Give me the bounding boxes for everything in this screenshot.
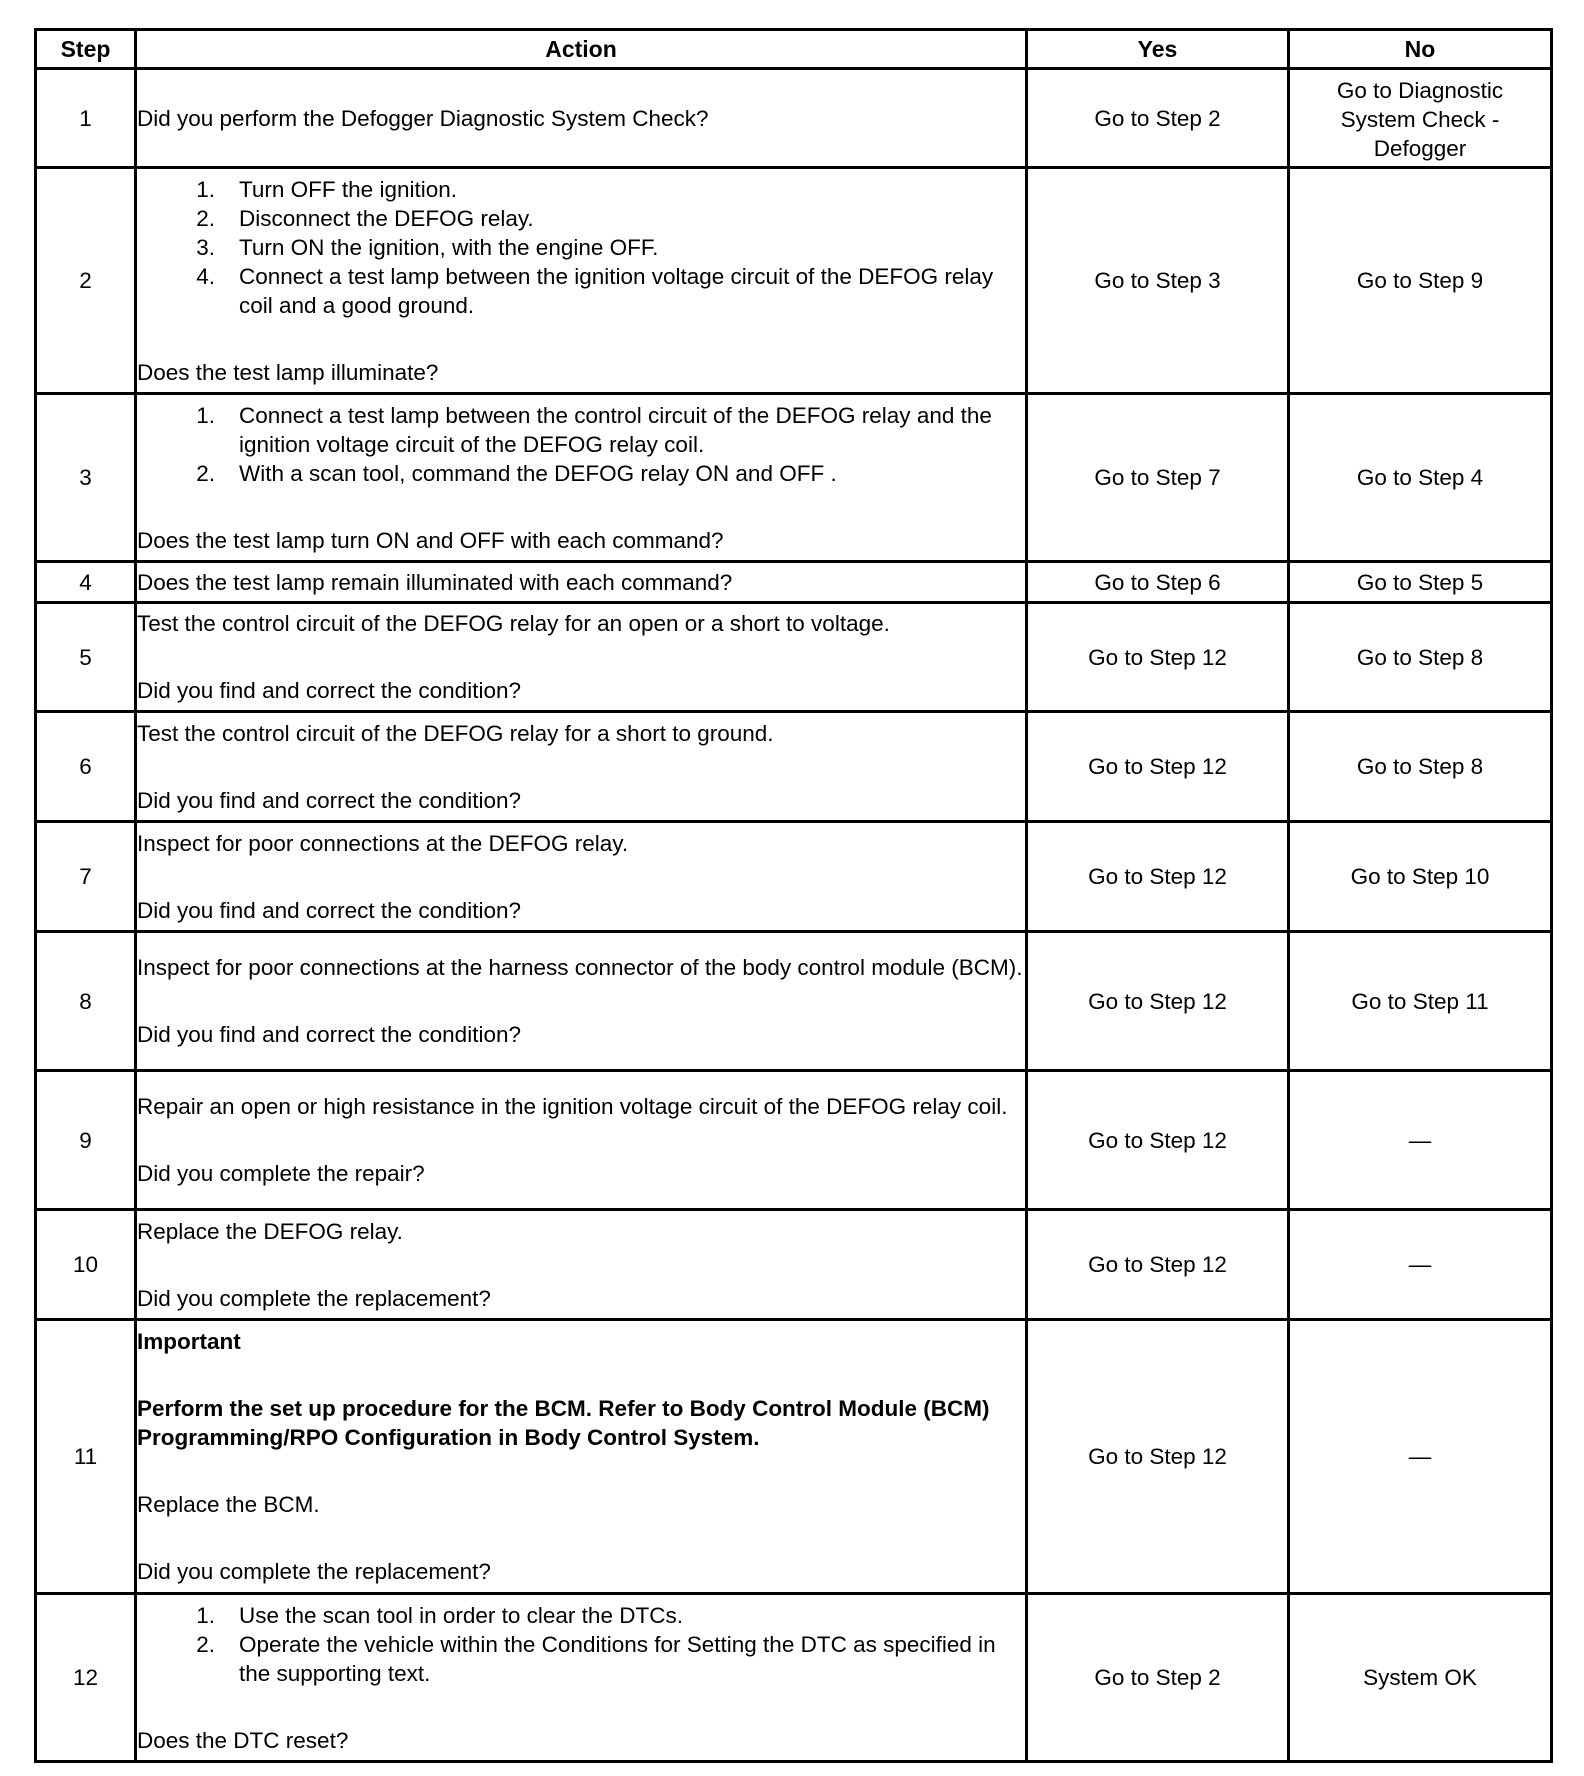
step-number: 6 — [36, 712, 136, 822]
no-result: Go to Step 8 — [1289, 712, 1552, 822]
instruction-text: Replace the BCM. — [137, 1492, 320, 1517]
action-cell — [136, 932, 1027, 1071]
yes-result: Go to Step 12 — [1027, 712, 1289, 822]
step-number: 7 — [36, 822, 136, 932]
list-item: 3. Turn ON the ignition, with the engine OFF. — [196, 234, 659, 260]
yes-result: Go to Step 12 — [1027, 932, 1289, 1071]
no-result: Go to Step 8 — [1289, 603, 1552, 712]
step-number: 1 — [36, 69, 136, 168]
list-item: 4. Connect a test lamp between the ignition voltage circuit of the DEFOG relay coil and a good ground. — [196, 263, 994, 318]
yes-result: Go to Step 12 — [1027, 1071, 1289, 1210]
instruction-text: Replace the DEFOG relay. — [137, 1218, 403, 1244]
table-row — [36, 822, 1552, 932]
question-text: Did you complete the replacement? — [137, 1559, 491, 1584]
action-cell — [136, 562, 1027, 603]
instruction-text: Inspect for poor connections at the DEFOG relay. — [137, 830, 629, 856]
step-number: 3 — [36, 394, 136, 562]
step-number: 9 — [36, 1071, 136, 1210]
action-cell — [136, 1210, 1027, 1320]
question-text: Did you find and correct the condition? — [137, 678, 521, 703]
list-item: 2. With a scan tool, command the DEFOG relay ON and OFF . — [196, 460, 837, 486]
header-row — [36, 30, 1552, 69]
table-row — [36, 932, 1552, 1071]
table-row — [36, 712, 1552, 822]
yes-result: Go to Step 6 — [1027, 562, 1289, 603]
action-cell — [136, 168, 1027, 394]
action-cell — [136, 712, 1027, 822]
table-row — [36, 69, 1552, 168]
step-number: 4 — [36, 562, 136, 603]
question-text: Does the test lamp turn ON and OFF with each command? — [137, 527, 724, 553]
step-number: 10 — [36, 1210, 136, 1320]
action-cell — [136, 1594, 1027, 1762]
no-result: Go to Step 9 — [1289, 168, 1552, 394]
header-no: No — [1289, 30, 1552, 69]
instruction-text: Repair an open or high resistance in the ignition voltage circuit of the DEFOG relay coil. — [137, 1094, 1008, 1119]
diagnostic-table — [34, 28, 1553, 1763]
action-cell — [136, 1320, 1027, 1594]
no-result: — — [1289, 1320, 1552, 1594]
yes-result: Go to Step 2 — [1027, 69, 1289, 168]
step-number: 2 — [36, 168, 136, 394]
no-result: System OK — [1289, 1594, 1552, 1762]
action-cell — [136, 1071, 1027, 1210]
table-row — [36, 394, 1552, 562]
procedure-list — [137, 401, 1025, 488]
important-text: Perform the set up procedure for the BCM. Refer to Body Control Module (BCM) Programming/RPO Configuration in Body Control System. — [137, 1396, 990, 1450]
yes-result: Go to Step 12 — [1027, 1320, 1289, 1594]
table-row — [36, 1071, 1552, 1210]
no-result: Go to Step 4 — [1289, 394, 1552, 562]
table-row — [36, 1320, 1552, 1594]
yes-result: Go to Step 3 — [1027, 168, 1289, 394]
list-item: 1. Use the scan tool in order to clear the DTCs. — [196, 1602, 683, 1628]
list-item: 1. Connect a test lamp between the control circuit of the DEFOG relay and the ignition voltage circuit of the DEFOG relay coil. — [196, 402, 992, 457]
instruction-text: Test the control circuit of the DEFOG relay for a short to ground. — [137, 720, 774, 746]
list-item: 2. Operate the vehicle within the Conditions for Setting the DTC as specified in the supporting text. — [196, 1631, 996, 1686]
action-cell — [136, 603, 1027, 712]
list-item: 1. Turn OFF the ignition. — [196, 176, 458, 202]
header-yes: Yes — [1027, 30, 1289, 69]
step-number: 12 — [36, 1594, 136, 1762]
no-result: Go to Diagnostic System Check - Defogger — [1289, 69, 1552, 168]
question-text: Does the test lamp remain illuminated with each command? — [137, 569, 733, 595]
question-text: Does the DTC reset? — [137, 1727, 349, 1753]
no-result: — — [1289, 1210, 1552, 1320]
yes-result: Go to Step 2 — [1027, 1594, 1289, 1762]
question-text: Did you find and correct the condition? — [137, 787, 521, 813]
question-text: Did you find and correct the condition? — [137, 1022, 521, 1047]
step-number: 8 — [36, 932, 136, 1071]
important-title: Important — [137, 1329, 241, 1354]
table-row — [36, 562, 1552, 603]
procedure-list — [137, 1601, 1025, 1688]
question-text: Does the test lamp illuminate? — [137, 359, 439, 385]
yes-result: Go to Step 12 — [1027, 1210, 1289, 1320]
question-text: Did you complete the replacement? — [137, 1285, 491, 1311]
yes-result: Go to Step 12 — [1027, 603, 1289, 712]
table-row — [36, 168, 1552, 394]
table-row — [36, 1210, 1552, 1320]
action-cell — [136, 394, 1027, 562]
table-row — [36, 603, 1552, 712]
header-step: Step — [36, 30, 136, 69]
table-row — [36, 1594, 1552, 1762]
no-result: Go to Step 11 — [1289, 932, 1552, 1071]
action-cell — [136, 69, 1027, 168]
header-action: Action — [136, 30, 1027, 69]
list-item: 2. Disconnect the DEFOG relay. — [196, 205, 534, 231]
instruction-text: Test the control circuit of the DEFOG relay for an open or a short to voltage. — [137, 611, 890, 636]
no-result: Go to Step 10 — [1289, 822, 1552, 932]
no-result: — — [1289, 1071, 1552, 1210]
step-number: 11 — [36, 1320, 136, 1594]
step-number: 5 — [36, 603, 136, 712]
no-result: Go to Step 5 — [1289, 562, 1552, 603]
question-text: Did you perform the Defogger Diagnostic System Check? — [137, 105, 709, 131]
instruction-text: Inspect for poor connections at the harness connector of the body control module (BCM). — [137, 955, 1023, 980]
question-text: Did you complete the repair? — [137, 1161, 425, 1186]
question-text: Did you find and correct the condition? — [137, 897, 521, 923]
yes-result: Go to Step 12 — [1027, 822, 1289, 932]
yes-result: Go to Step 7 — [1027, 394, 1289, 562]
procedure-list — [137, 175, 1025, 320]
action-cell — [136, 822, 1027, 932]
